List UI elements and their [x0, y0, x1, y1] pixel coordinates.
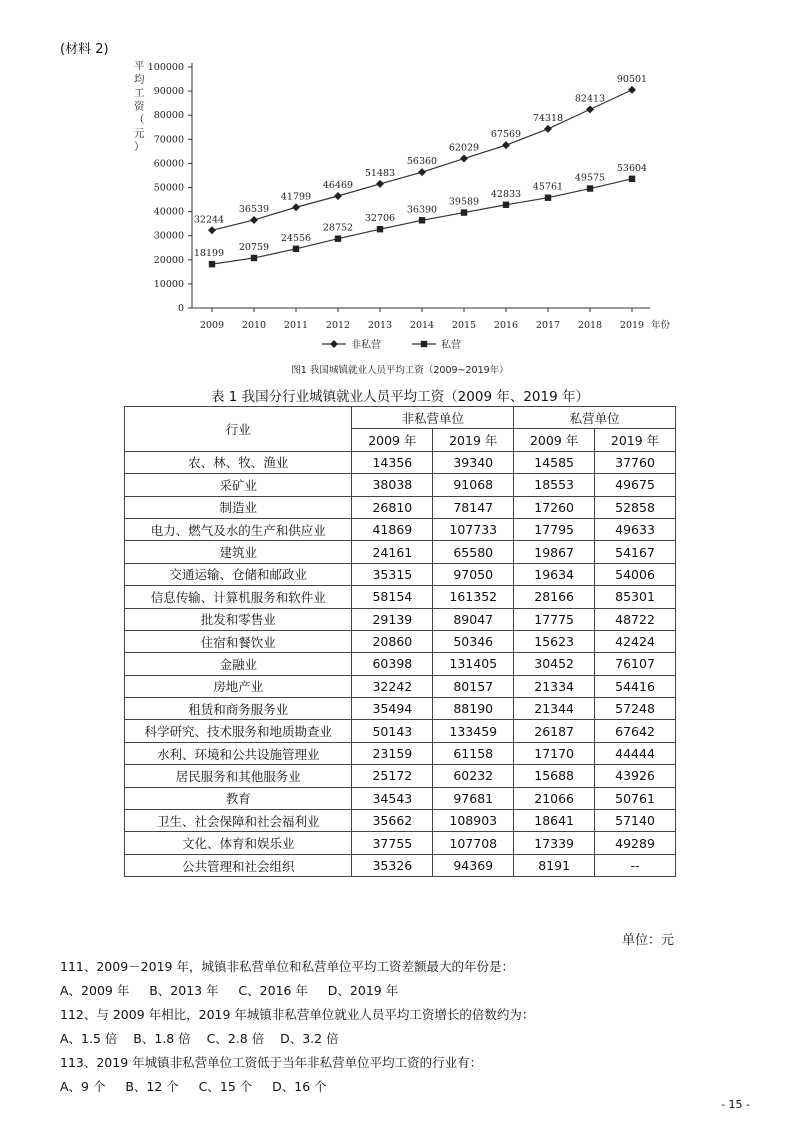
value-cell: 18553: [514, 474, 595, 496]
y-tick-label: 80000: [153, 110, 184, 122]
point-marker: [544, 125, 552, 133]
industry-cell: 教育: [125, 787, 352, 809]
industry-cell: 批发和零售业: [125, 608, 352, 630]
table-row: [125, 474, 676, 496]
table-title: 表 1 我国分行业城镇就业人员平均工资（2009 年、2019 年）: [211, 389, 589, 405]
value-cell: 30452: [514, 653, 595, 675]
y-tick-label: 30000: [153, 230, 184, 242]
value-cell: 78147: [433, 496, 514, 518]
point-marker: [503, 202, 509, 208]
x-tick-label: 2019: [619, 320, 645, 331]
value-cell: 17775: [514, 608, 595, 630]
y-tick-label: 0: [177, 303, 184, 314]
value-cell: 35326: [352, 854, 433, 876]
industry-wage-table: [124, 406, 676, 877]
point-marker: [586, 105, 594, 113]
value-cell: 15688: [514, 765, 595, 787]
value-cell: 88190: [433, 698, 514, 720]
value-cell: 107708: [433, 832, 514, 854]
x-tick-label: 2015: [451, 320, 477, 331]
x-tick-label: 2009: [199, 320, 225, 331]
data-label: 62029: [448, 142, 480, 154]
value-cell: 60398: [352, 653, 433, 675]
data-label: 28752: [322, 222, 354, 234]
table-row: [125, 586, 676, 608]
question-111: 111、2009－2019 年，城镇非私营单位和私营单位平均工资差额最大的年份是：: [60, 959, 514, 974]
point-marker: [628, 86, 636, 94]
table-row: [125, 854, 676, 876]
value-cell: 44444: [595, 742, 676, 764]
data-label: 53604: [616, 162, 648, 174]
value-cell: 38038: [352, 474, 433, 496]
point-marker: [208, 226, 216, 234]
industry-cell: 电力、燃气及水的生产和供应业: [125, 518, 352, 540]
table-row: [125, 653, 676, 675]
point-marker: [334, 192, 342, 200]
data-label: 36390: [406, 204, 438, 216]
table-row: [125, 563, 676, 585]
point-marker: [461, 209, 467, 215]
industry-cell: 科学研究、技术服务和地质勘查业: [125, 720, 352, 742]
legend-diamond-marker: [330, 340, 338, 348]
data-label: 41799: [280, 191, 312, 203]
value-cell: 49289: [595, 832, 676, 854]
industry-cell: 制造业: [125, 496, 352, 518]
value-cell: 57140: [595, 810, 676, 832]
value-cell: 133459: [433, 720, 514, 742]
data-label: 56360: [406, 156, 438, 168]
industry-cell: 公共管理和社会组织: [125, 854, 352, 876]
table-row: [125, 518, 676, 540]
x-tick-label: 2016: [493, 320, 519, 331]
value-cell: 61158: [433, 742, 514, 764]
y-axis-label: 平均工资（元）: [134, 60, 145, 153]
header-year: 2019 年: [433, 429, 514, 451]
value-cell: --: [595, 854, 676, 876]
value-cell: 28166: [514, 586, 595, 608]
question-112-options: A、1.5 倍 B、1.8 倍 C、2.8 倍 D、3.2 倍: [60, 1031, 339, 1046]
point-marker: [376, 180, 384, 188]
legend-square-marker: [421, 341, 427, 347]
table-row: [125, 832, 676, 854]
value-cell: 54416: [595, 675, 676, 697]
value-cell: 19867: [514, 541, 595, 563]
value-cell: 17795: [514, 518, 595, 540]
question-112: 112、与 2009 年相比，2019 年城镇非私营单位就业人员平均工资增长的倍数约为：: [60, 1007, 535, 1022]
x-tick-label: 2013: [367, 320, 393, 331]
data-label: 46469: [322, 180, 354, 192]
data-label: 20759: [238, 241, 270, 253]
value-cell: 54006: [595, 563, 676, 585]
value-cell: 26810: [352, 496, 433, 518]
industry-cell: 农、林、牧、渔业: [125, 451, 352, 473]
value-cell: 21334: [514, 675, 595, 697]
industry-cell: 卫生、社会保障和社会福利业: [125, 810, 352, 832]
table-row: [125, 810, 676, 832]
value-cell: 76107: [595, 653, 676, 675]
table-row: [125, 698, 676, 720]
header-industry: 行业: [125, 407, 352, 452]
point-marker: [418, 168, 426, 176]
value-cell: 43926: [595, 765, 676, 787]
point-marker: [209, 261, 215, 267]
industry-cell: 租赁和商务服务业: [125, 698, 352, 720]
point-marker: [293, 246, 299, 252]
table-row: [125, 787, 676, 809]
point-marker: [502, 141, 510, 149]
value-cell: 15623: [514, 630, 595, 652]
value-cell: 85301: [595, 586, 676, 608]
value-cell: 89047: [433, 608, 514, 630]
value-cell: 23159: [352, 742, 433, 764]
question-111-options: A、2009 年 B、2013 年 C、2016 年 D、2019 年: [60, 983, 399, 998]
industry-cell: 文化、体育和娱乐业: [125, 832, 352, 854]
table-row: [125, 720, 676, 742]
x-tick-label: 2010: [241, 320, 267, 331]
industry-cell: 居民服务和其他服务业: [125, 765, 352, 787]
value-cell: 35315: [352, 563, 433, 585]
data-label: 90501: [616, 73, 648, 85]
value-cell: 97050: [433, 563, 514, 585]
point-marker: [377, 226, 383, 232]
x-tick-label: 2011: [283, 320, 309, 331]
value-cell: 29139: [352, 608, 433, 630]
table-row: [125, 765, 676, 787]
value-cell: 24161: [352, 541, 433, 563]
figure-caption: 图1 我国城镇就业人员平均工资（2009~2019年）: [291, 365, 509, 376]
value-cell: 21066: [514, 787, 595, 809]
question-113-options: A、9 个 B、12 个 C、15 个 D、16 个: [60, 1079, 327, 1094]
y-tick-label: 100000: [147, 62, 184, 73]
value-cell: 161352: [433, 586, 514, 608]
data-label: 49575: [574, 172, 606, 184]
data-label: 18199: [193, 248, 225, 260]
value-cell: 131405: [433, 653, 514, 675]
table-row: [125, 608, 676, 630]
value-cell: 58154: [352, 586, 433, 608]
point-marker: [292, 203, 300, 211]
x-tick-label: 2014: [409, 320, 435, 331]
value-cell: 39340: [433, 451, 514, 473]
value-cell: 34543: [352, 787, 433, 809]
y-tick-label: 20000: [153, 254, 184, 266]
header-year: 2009 年: [352, 429, 433, 451]
value-cell: 49633: [595, 518, 676, 540]
industry-cell: 信息传输、计算机服务和软件业: [125, 586, 352, 608]
value-cell: 42424: [595, 630, 676, 652]
value-cell: 19634: [514, 563, 595, 585]
y-tick-label: 50000: [153, 182, 184, 194]
x-tick-label: 2017: [535, 320, 561, 331]
table-row: [125, 541, 676, 563]
data-label: 36539: [238, 203, 270, 215]
value-cell: 57248: [595, 698, 676, 720]
value-cell: 60232: [433, 765, 514, 787]
y-tick-label: 10000: [153, 278, 184, 290]
y-tick-label: 70000: [153, 134, 184, 146]
legend-label: 非私营: [351, 340, 381, 351]
industry-cell: 采矿业: [125, 474, 352, 496]
header-non-private: 非私营单位: [352, 407, 514, 429]
value-cell: 14585: [514, 451, 595, 473]
value-cell: 8191: [514, 854, 595, 876]
value-cell: 17260: [514, 496, 595, 518]
header-private: 私营单位: [514, 407, 676, 429]
data-label: 24556: [280, 232, 312, 244]
y-tick-label: 40000: [153, 206, 184, 218]
data-label: 45761: [532, 181, 564, 193]
industry-cell: 金融业: [125, 653, 352, 675]
point-marker: [460, 155, 468, 163]
value-cell: 25172: [352, 765, 433, 787]
value-cell: 17339: [514, 832, 595, 854]
data-label: 82413: [574, 93, 606, 105]
legend-label: 私营: [441, 340, 461, 351]
question-113: 113、2019 年城镇非私营单位工资低于当年非私营单位平均工资的行业有：: [60, 1055, 483, 1070]
value-cell: 91068: [433, 474, 514, 496]
value-cell: 37760: [595, 451, 676, 473]
value-cell: 65580: [433, 541, 514, 563]
x-tick-label: 2018: [577, 320, 603, 331]
table-row: [125, 742, 676, 764]
value-cell: 94369: [433, 854, 514, 876]
data-label: 32244: [193, 214, 225, 226]
value-cell: 18641: [514, 810, 595, 832]
y-tick-label: 90000: [153, 86, 184, 98]
point-marker: [250, 216, 258, 224]
data-label: 42833: [490, 188, 522, 200]
data-label: 32706: [364, 213, 396, 225]
point-marker: [587, 185, 593, 191]
industry-cell: 住宿和餐饮业: [125, 630, 352, 652]
value-cell: 80157: [433, 675, 514, 697]
data-label: 51483: [364, 167, 396, 179]
point-marker: [419, 217, 425, 223]
value-cell: 107733: [433, 518, 514, 540]
value-cell: 17170: [514, 742, 595, 764]
value-cell: 14356: [352, 451, 433, 473]
point-marker: [629, 176, 635, 182]
table-row: [125, 451, 676, 473]
industry-cell: 房地产业: [125, 675, 352, 697]
x-axis-label: 年份: [651, 320, 671, 331]
x-tick-label: 2012: [325, 320, 351, 331]
value-cell: 48722: [595, 608, 676, 630]
industry-cell: 建筑业: [125, 541, 352, 563]
value-cell: 108903: [433, 810, 514, 832]
value-cell: 50761: [595, 787, 676, 809]
point-marker: [545, 195, 551, 201]
data-label: 67569: [490, 129, 522, 141]
value-cell: 41869: [352, 518, 433, 540]
data-label: 74318: [532, 112, 564, 124]
value-cell: 67642: [595, 720, 676, 742]
header-year: 2009 年: [514, 429, 595, 451]
value-cell: 21344: [514, 698, 595, 720]
industry-cell: 水利、环境和公共设施管理业: [125, 742, 352, 764]
y-tick-label: 60000: [153, 158, 184, 170]
value-cell: 50346: [433, 630, 514, 652]
table-row: [125, 630, 676, 652]
page-number: - 15 -: [721, 1098, 750, 1111]
value-cell: 37755: [352, 832, 433, 854]
value-cell: 52858: [595, 496, 676, 518]
value-cell: 35662: [352, 810, 433, 832]
material-label: (材料 2): [60, 42, 109, 57]
industry-cell: 交通运输、仓储和邮政业: [125, 563, 352, 585]
value-cell: 97681: [433, 787, 514, 809]
point-marker: [335, 236, 341, 242]
value-cell: 32242: [352, 675, 433, 697]
value-cell: 26187: [514, 720, 595, 742]
table-row: [125, 496, 676, 518]
value-cell: 35494: [352, 698, 433, 720]
value-cell: 20860: [352, 630, 433, 652]
unit-note: 单位：元: [621, 933, 674, 948]
wage-line-chart: [0, 55, 800, 360]
value-cell: 49675: [595, 474, 676, 496]
value-cell: 54167: [595, 541, 676, 563]
data-label: 39589: [448, 196, 480, 208]
point-marker: [251, 255, 257, 261]
value-cell: 50143: [352, 720, 433, 742]
header-year: 2019 年: [595, 429, 676, 451]
table-row: [125, 675, 676, 697]
